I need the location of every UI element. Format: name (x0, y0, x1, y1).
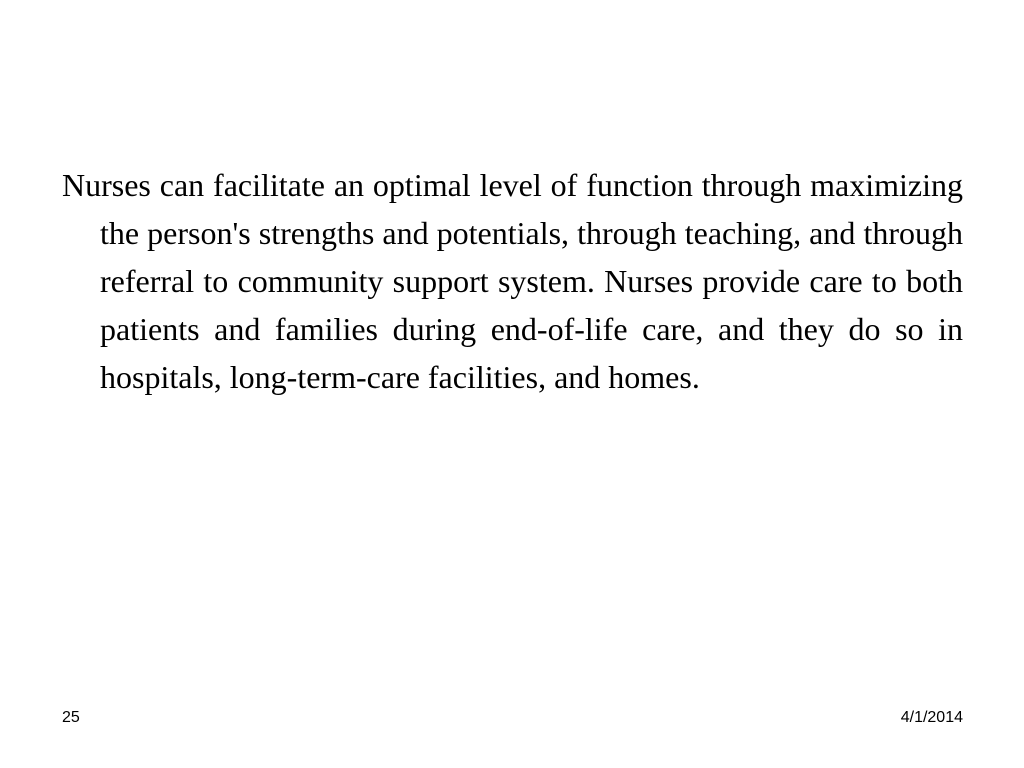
slide-date: 4/1/2014 (900, 709, 963, 726)
slide-body-text: Nurses can facilitate an optimal level of function through maximizing the person's strengths and potentials, through teaching, and through referral to community support system. Nurses provide care to both patients and families during end-of-life care, and they do so in hospitals, long-term-care facilities, and homes. (62, 167, 963, 395)
slide-number: 25 (62, 709, 80, 726)
